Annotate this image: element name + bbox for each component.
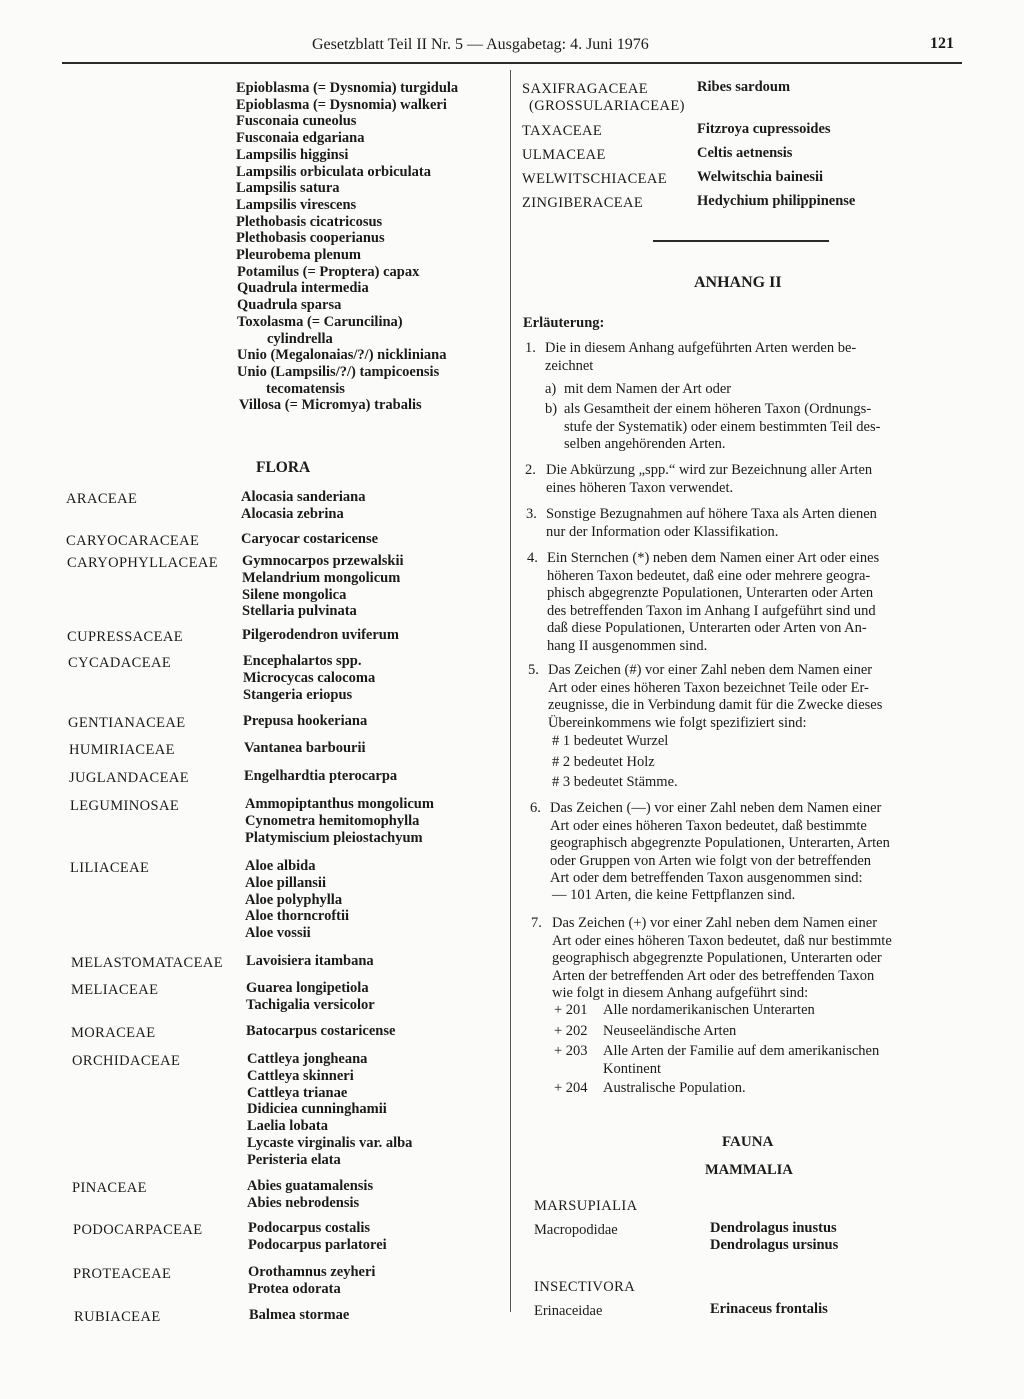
note-text-line: selben angehörenden Arten. <box>564 436 726 452</box>
column-divider <box>510 70 511 1312</box>
family-name: JUGLANDACEAE <box>69 770 189 786</box>
note-text-line: Das Zeichen (—) vor einer Zahl neben dem Namen einer <box>550 800 882 816</box>
note-text-line: mit dem Namen der Art oder <box>564 381 732 397</box>
note-text-line: Sonstige Bezugnahmen auf höhere Taxa als Arten dienen <box>546 506 877 522</box>
species-name: Microcycas calocoma <box>243 669 376 686</box>
fauna-heading: FAUNA <box>722 1134 774 1150</box>
family-name: CARYOCARACEAE <box>66 533 200 549</box>
section-rule <box>653 240 829 242</box>
note-text-line: Übereinkommens wie folgt spezifiziert sind: <box>548 714 807 731</box>
family-name: MELASTOMATACEAE <box>71 955 223 971</box>
plus-item-text: Alle nordamerikanischen Unterarten <box>603 1002 815 1018</box>
species-name: Lavoisiera itambana <box>246 953 374 969</box>
header-rule <box>62 62 962 64</box>
species-name: Aloe albida <box>245 858 316 874</box>
species-name: Podocarpus costalis <box>248 1220 371 1236</box>
species-name: Lampsilis virescens <box>236 196 357 213</box>
family-name: LILIACEAE <box>70 860 150 876</box>
note-text-line: daß diese Populationen, Unterarten oder Arten von An- <box>547 620 867 636</box>
note-text-line: Art oder eines höheren Taxon bedeutet, daß bestimmte <box>550 817 867 834</box>
species-name: Protea odorata <box>248 1280 341 1297</box>
note-number: 6. <box>530 800 541 816</box>
species-name: Unio (Megalonaias/?/) nickliniana <box>237 347 447 364</box>
species-name: Fusconaia cuneolus <box>236 113 357 130</box>
family-name: LEGUMINOSAE <box>70 798 180 814</box>
note-text-line: geographisch abgegrenzte Populationen, Unterarten oder <box>552 950 882 966</box>
species-name: Cattleya skinneri <box>247 1067 354 1084</box>
hash-item: # 2 bedeutet Holz <box>552 753 655 770</box>
species-name: Batocarpus costaricense <box>246 1023 396 1039</box>
flora-heading: FLORA <box>256 459 311 476</box>
species-name: Abies guatamalensis <box>247 1178 374 1194</box>
species-name: Vantanea barbourii <box>244 740 366 756</box>
species-name: Silene mongolica <box>242 586 347 603</box>
family-name: Macropodidae <box>534 1222 618 1238</box>
note-text-line: zeugnisse, die in Verbindung damit für die Zwecke dieses <box>548 697 883 713</box>
family-name: RUBIACEAE <box>74 1309 161 1325</box>
note-text-line: hang II ausgenommen sind. <box>547 637 708 654</box>
species-name: Fusconaia edgariana <box>236 130 365 147</box>
note-text-line: zeichnet <box>545 357 594 374</box>
species-name: Cattleya trianae <box>247 1084 348 1101</box>
species-name: Prepusa hookeriana <box>243 713 368 729</box>
species-name: Podocarpus parlatorei <box>248 1236 387 1253</box>
species-name: Hedychium philippinense <box>697 193 856 209</box>
mammalia-subheading: MAMMALIA <box>705 1162 793 1178</box>
note-text-line: eines höheren Taxon verwendet. <box>546 479 734 496</box>
plus-item-text: Kontinent <box>603 1060 661 1077</box>
order-name: INSECTIVORA <box>534 1279 636 1295</box>
species-name: Dendrolagus ursinus <box>710 1236 839 1253</box>
order-name: MARSUPIALIA <box>534 1198 638 1214</box>
species-name: Platymiscium pleiostachyum <box>245 829 423 846</box>
species-name: Villosa (= Micromya) trabalis <box>239 397 422 414</box>
species-name: Pleurobema plenum <box>236 247 361 263</box>
family-name: MELIACEAE <box>71 982 159 998</box>
species-name: Toxolasma (= Caruncilina) <box>237 313 403 330</box>
species-name: Alocasia sanderiana <box>241 489 366 505</box>
note-text-line: Art oder eines höheren Taxon bezeichnet Teile oder Er- <box>548 679 869 696</box>
note-number: 1. <box>525 340 536 356</box>
note-text-line: geographisch abgegrenzte Populationen, Unterarten, Arten <box>550 835 890 851</box>
species-name: Encephalartos spp. <box>243 653 362 669</box>
note-text-line: Die Abkürzung „spp.“ wird zur Bezeichnung aller Arten <box>546 462 873 478</box>
species-name: Celtis aetnensis <box>697 145 793 161</box>
family-name: Erinaceidae <box>534 1303 603 1319</box>
note-text-line: höheren Taxon bedeutet, daß eine oder mehrere geogra- <box>547 567 871 584</box>
note-number: 5. <box>528 662 539 678</box>
species-name: Engelhardtia pterocarpa <box>244 768 398 784</box>
note-text-line: oder Gruppen von Arten wie folgt von der betreffenden <box>550 852 872 869</box>
note-text-line: stufe der Systematik) oder einem bestimmten Teil des- <box>564 418 881 435</box>
family-name: MORACEAE <box>71 1025 156 1041</box>
page-number: 121 <box>930 35 954 52</box>
species-name: Welwitschia bainesii <box>697 169 824 185</box>
page-header-title: Gesetzblatt Teil II Nr. 5 — Ausgabetag: 4. Juni 1976 <box>312 36 649 53</box>
species-name: Dendrolagus inustus <box>710 1220 837 1236</box>
family-name: TAXACEAE <box>522 123 603 139</box>
family-name: HUMIRIACEAE <box>69 742 175 758</box>
anhang-title: ANHANG II <box>694 274 782 291</box>
note-text-line: Art oder dem betreffenden Taxon ausgenommen sind: <box>550 870 863 886</box>
species-name: Cattleya jongheana <box>247 1051 368 1067</box>
plus-item-code: + 201 <box>554 1002 588 1018</box>
species-name: Guarea longipetiola <box>246 980 369 996</box>
note-text-line: phisch abgegrenzte Populationen, Unterarten oder Arten <box>547 585 874 601</box>
family-name: ORCHIDACEAE <box>72 1053 181 1069</box>
species-name: Quadrula intermedia <box>237 280 369 297</box>
family-name: WELWITSCHIACEAE <box>522 171 668 187</box>
family-name: ULMACEAE <box>522 147 606 163</box>
species-name: Tachigalia versicolor <box>246 996 375 1013</box>
family-name: SAXIFRAGACEAE <box>522 81 649 97</box>
plus-item-text: Neuseeländische Arten <box>603 1023 737 1039</box>
species-name: Orothamnus zeyheri <box>248 1264 376 1280</box>
minus-item: — 101 Arten, die keine Fettpflanzen sind. <box>552 887 796 903</box>
family-name: GENTIANACEAE <box>68 715 186 731</box>
species-name: Balmea stormae <box>249 1307 350 1323</box>
species-name: Lampsilis higginsi <box>236 146 349 163</box>
note-number: 3. <box>526 506 537 522</box>
species-name: cylindrella <box>267 330 333 347</box>
note-text-line: Die in diesem Anhang aufgeführten Arten werden be- <box>545 340 857 356</box>
species-name: Erinaceus frontalis <box>710 1301 828 1317</box>
species-name: Plethobasis cooperianus <box>236 230 385 247</box>
family-name: CARYOPHYLLACEAE <box>67 555 219 571</box>
species-name: Epioblasma (= Dysnomia) walkeri <box>236 96 447 113</box>
plus-item-text: Alle Arten der Familie auf dem amerikanischen <box>603 1043 880 1059</box>
note-text-line: Das Zeichen (#) vor einer Zahl neben dem Namen einer <box>548 662 873 678</box>
species-name: Gymnocarpos przewalskii <box>242 553 404 569</box>
species-name: Stellaria pulvinata <box>242 603 357 620</box>
species-name: Peristeria elata <box>247 1151 341 1168</box>
species-name: Fitzroya cupressoides <box>697 121 831 137</box>
hash-item: # 1 bedeutet Wurzel <box>552 733 669 749</box>
species-name: Cynometra hemitomophylla <box>245 812 420 829</box>
erlaeuterung-label: Erläuterung: <box>523 315 605 331</box>
note-number: a) <box>545 381 557 397</box>
species-name: Plethobasis cicatricosus <box>236 213 383 230</box>
note-text-line: nur der Information oder Klassifikation. <box>546 523 779 540</box>
note-number: b) <box>545 401 558 417</box>
species-name: Potamilus (= Proptera) capax <box>237 263 420 280</box>
species-name: tecomatensis <box>266 380 345 397</box>
species-name: Lampsilis satura <box>236 180 340 197</box>
note-number: 2. <box>525 462 536 478</box>
family-name: PINACEAE <box>72 1180 147 1196</box>
note-text-line: wie folgt in diesem Anhang aufgeführt sind: <box>552 985 809 1001</box>
family-name: ZINGIBERACEAE <box>522 195 644 211</box>
note-number: 7. <box>531 915 542 931</box>
species-name: Epioblasma (= Dysnomia) turgidula <box>236 80 459 96</box>
species-name: Aloe polyphylla <box>245 891 343 908</box>
species-name: Pilgerodendron uviferum <box>242 627 399 643</box>
note-text-line: Das Zeichen (+) vor einer Zahl neben dem Namen einer <box>552 915 878 931</box>
species-name: Caryocar costaricense <box>241 531 379 547</box>
plus-item-code: + 204 <box>554 1080 588 1096</box>
note-text-line: des betreffenden Taxon im Anhang I aufgeführt sind und <box>547 602 876 619</box>
family-name: PROTEACEAE <box>73 1266 172 1282</box>
species-name: Ammopiptanthus mongolicum <box>245 796 434 812</box>
note-text-line: Ein Sternchen (*) neben dem Namen einer Art oder eines <box>547 550 880 566</box>
species-name: Ribes sardoum <box>697 79 791 95</box>
plus-item-code: + 202 <box>554 1023 588 1039</box>
plus-item-code: + 203 <box>554 1043 588 1059</box>
species-name: Aloe thorncroftii <box>245 908 350 925</box>
species-name: Quadrula sparsa <box>237 297 342 314</box>
family-name: CYCADACEAE <box>68 655 172 671</box>
family-name: ARACEAE <box>66 491 138 507</box>
species-name: Alocasia zebrina <box>241 505 344 522</box>
note-number: 4. <box>527 550 538 566</box>
hash-item: # 3 bedeutet Stämme. <box>552 774 678 790</box>
species-name: Abies nebrodensis <box>247 1194 360 1211</box>
species-name: Unio (Lampsilis/?/) tampicoensis <box>237 363 440 380</box>
species-name: Stangeria eriopus <box>243 686 353 703</box>
note-text-line: als Gesamtheit der einem höheren Taxon (Ordnungs- <box>564 401 872 417</box>
species-name: Lycaste virginalis var. alba <box>247 1135 413 1151</box>
species-name: Laelia lobata <box>247 1118 328 1135</box>
note-text-line: Art oder eines höheren Taxon bedeutet, daß nur bestimmte <box>552 932 892 949</box>
family-name: CUPRESSACEAE <box>67 629 183 645</box>
plus-item-text: Australische Population. <box>603 1080 746 1096</box>
note-text-line: Arten der betreffenden Art oder des betreffenden Taxon <box>552 967 875 984</box>
species-name: Melandrium mongolicum <box>242 569 401 586</box>
species-name: Lampsilis orbiculata orbiculata <box>236 163 431 180</box>
species-name: Aloe pillansii <box>245 874 326 891</box>
species-name: Aloe vossii <box>245 925 311 942</box>
species-name: Didiciea cunninghamii <box>247 1101 387 1118</box>
family-name: (GROSSULARIACEAE) <box>529 98 685 114</box>
family-name: PODOCARPACEAE <box>73 1222 203 1238</box>
